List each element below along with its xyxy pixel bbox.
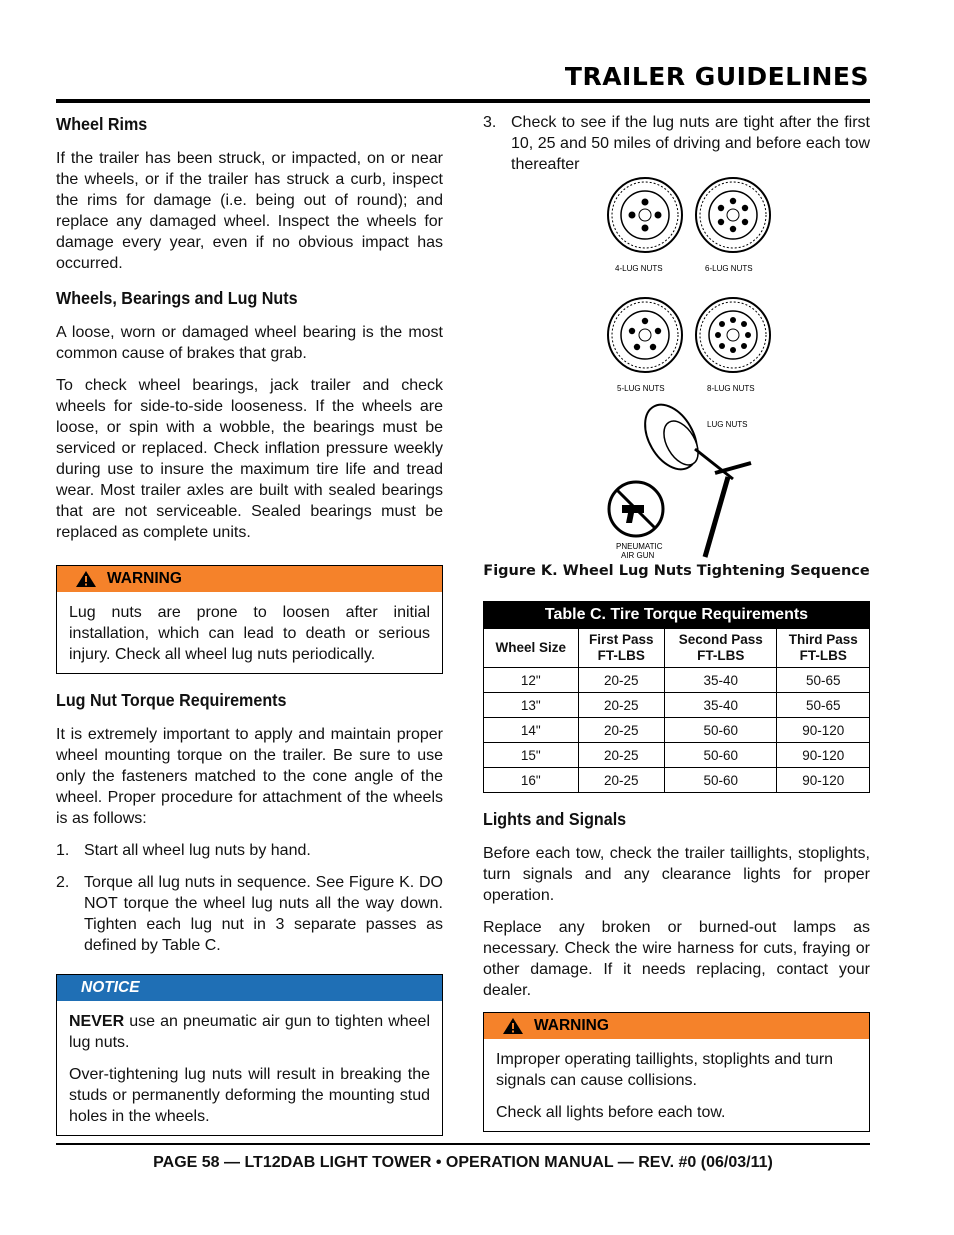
bearings-heading: Wheels, Bearings and Lug Nuts [56,288,298,308]
wheel-rims-heading: Wheel Rims [56,114,148,134]
wheel-6-lug-icon [696,178,770,252]
label-lug-nuts: LUG NUTS [707,420,748,429]
table-cell: 20-25 [578,718,665,743]
warning-body [57,592,442,673]
lights-text-2: Replace any broken or burned-out lamps as necessary. Check the wire harness for cuts, fraying or other damage. If it needs replacing, contact your dealer. [483,919,870,999]
column-header [777,629,870,668]
table-row [484,718,870,743]
column-header: Wheel Size [484,629,579,668]
table-cell: 50-60 [665,768,777,793]
step-number: 3. [483,114,497,131]
step-text: Start all wheel lug nuts by hand. [84,842,311,859]
table-cell: 16" [484,768,579,793]
figure-lug-nut-sequence [483,175,870,565]
step-number: 2. [56,874,70,891]
right-column [483,112,870,1146]
column-header-line: Third Pass [788,632,858,647]
notice-text-rest: use an pneumatic air gun to tighten wheel lug nuts. [69,1013,430,1051]
table-row [484,768,870,793]
warning-text-2: Check all lights before each tow. [496,1104,726,1121]
table-cell: 90-120 [777,718,870,743]
column-header-line: First Pass [589,632,654,647]
page-footer: PAGE 58 — LT12DAB LIGHT TOWER • OPERATION MANUAL — REV. #0 (06/03/11) [153,1154,773,1171]
notice-header [57,975,442,1001]
wheel-4-lug-icon [608,178,682,252]
warning-triangle-icon [75,570,97,588]
lights-heading: Lights and Signals [483,809,627,829]
left-column [56,112,443,1150]
column-header-line: Second Pass [678,632,763,647]
label-pneumatic: PNEUMATIC [616,542,663,551]
warning-text: Lug nuts are prone to loosen after initial installation, which can lead to death or serious injury. Check all wheel lug nuts periodically. [69,604,430,663]
label-4-lug: 4-LUG NUTS [615,264,663,273]
column-header [665,629,777,668]
wheel-8-lug-icon [696,298,770,372]
table-cell: 20-25 [578,668,665,693]
label-5-lug: 5-LUG NUTS [617,384,665,393]
bearings-text-2: To check wheel bearings, jack trailer and check wheels for side-to-side looseness. If the wheels are loose, or spin with a wobble, the bearings must be serviced or replaced. Check inflation pressure weekly during use to insure the maximum tire life and tread wear. Most trailer axles are built with sealed bearings that are not serviceable. Sealed bearings must be replaced as complete units. [56,377,443,541]
table-cell: 14" [484,718,579,743]
list-item-step-1 [56,840,443,861]
no-air-gun-icon [609,482,663,536]
warning-header [484,1013,869,1039]
column-header-unit: FT-LBS [799,648,847,663]
table-cell: 20-25 [578,743,665,768]
warning-text-1: Improper operating taillights, stoplights and turn signals can cause collisions. [496,1051,834,1089]
notice-text-2: Over-tightening lug nuts will result in breaking the studs or permanently deforming the mounting stud holes in the wheels. [69,1066,430,1125]
table-cell: 50-60 [665,718,777,743]
notice-box [56,974,443,1136]
column-header-unit: FT-LBS [597,648,645,663]
warning-triangle-icon [502,1017,524,1035]
page-title: TRAILER GUIDELINES [564,62,869,91]
title-rule [56,99,870,103]
table-caption: Table C. Tire Torque Requirements [484,602,870,629]
table-cell: 35-40 [665,668,777,693]
table-cell: 15" [484,743,579,768]
wheel-diagram [483,117,870,560]
table-cell: 20-25 [578,693,665,718]
table-row [484,693,870,718]
step-text: Torque all lug nuts in sequence. See Figure K. DO NOT torque the wheel lug nuts all the way down. Tighten each lug nut in 3 separate passes as defined by Table C. [84,874,443,954]
torque-text: It is extremely important to apply and maintain proper wheel mounting torque on the trailer. Be sure to use only the fasteners matched to the cone angle of the wheel. Proper procedure for attachment of the wheels is as follows: [56,726,443,827]
wheel-5-lug-icon [608,298,682,372]
step-text: Check to see if the lug nuts are tight after the first 10, 25 and 50 miles of driving and before each tow thereafter [511,114,870,173]
notice-emphasis: NEVER [69,1013,125,1030]
column-header-unit: FT-LBS [697,648,745,663]
table-cell: 12" [484,668,579,693]
step-number: 1. [56,842,70,859]
figure-caption: Figure K. Wheel Lug Nuts Tightening Sequence [483,563,870,579]
footer-rule [56,1143,870,1145]
torque-table [483,601,870,793]
warning-box-lug-nuts [56,565,443,674]
table-row [484,743,870,768]
column-header [578,629,665,668]
table-cell: 13" [484,693,579,718]
notice-body [57,1001,442,1135]
label-8-lug: 8-LUG NUTS [707,384,755,393]
label-air-gun: AIR GUN [621,551,655,560]
table-cell: 20-25 [578,768,665,793]
table-cell: 35-40 [665,693,777,718]
warning-body [484,1039,869,1131]
table-cell: 90-120 [777,743,870,768]
list-item-step-2 [56,872,443,956]
wheel-rims-text: If the trailer has been struck, or impacted, on or near the wheels, or if the trailer has struck a curb, inspect the rims for damage (i.e. being out of round); and replace any damaged wheel. Inspect the wheels for damage every year, even if no obvious impact has occurred. [56,150,443,272]
table-cell: 90-120 [777,768,870,793]
warning-header [57,566,442,592]
notice-text-1 [69,1011,430,1053]
warning-box-lights [483,1012,870,1132]
notice-label: NOTICE [81,979,140,996]
table-cell: 50-65 [777,693,870,718]
warning-label: WARNING [107,570,182,587]
table-cell: 50-60 [665,743,777,768]
torque-heading: Lug Nut Torque Requirements [56,690,287,710]
label-6-lug: 6-LUG NUTS [705,264,753,273]
table-cell: 50-65 [777,668,870,693]
table-row [484,668,870,693]
warning-label: WARNING [534,1017,609,1034]
lights-text-1: Before each tow, check the trailer taillights, stoplights, turn signals and any clearance lights for proper operation. [483,845,870,904]
bearings-text-1: A loose, worn or damaged wheel bearing is the most common cause of brakes that grab. [56,324,443,362]
